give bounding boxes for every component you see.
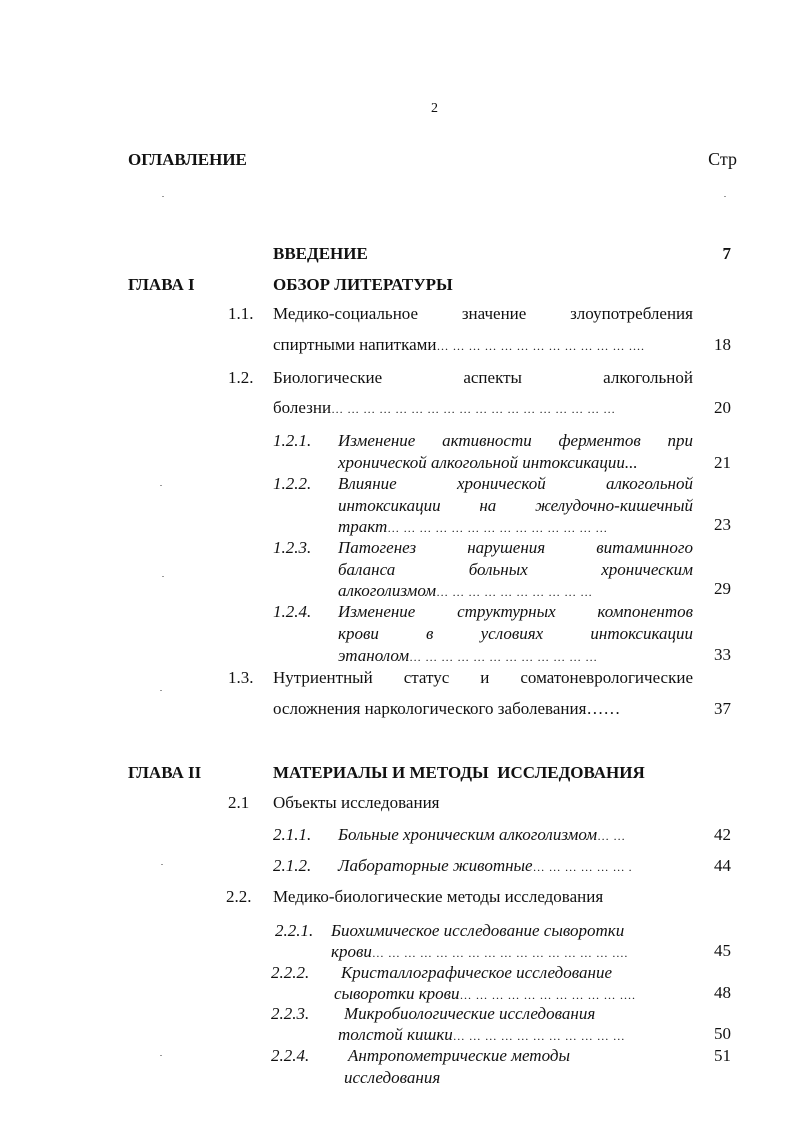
section-1-2-title-line1: Биологические аспекты алкогольной — [273, 368, 693, 387]
section-1-2-title-line2: болезни… … … … … … … … … … … … … … … … … … — [273, 398, 616, 417]
section-1-2-3-title-line2: баланса больных хроническим — [338, 560, 693, 579]
section-1-2-3-title-line3: алкоголизмом… … … … … … … … … … — [338, 581, 593, 600]
section-2-1-2-page: 44 — [714, 856, 731, 875]
scan-speck — [160, 485, 162, 486]
section-2-2-2-number: 2.2.2. — [271, 963, 310, 982]
scan-speck — [162, 576, 164, 577]
section-1-2-1-title-line1: Изменение активности ферментов при — [338, 431, 693, 450]
section-1-2-2-title-line3: тракт… … … … … … … … … … … … … … — [338, 517, 608, 536]
section-2-2-4-title-line2: исследования — [344, 1068, 441, 1087]
section-2-1-title: Объекты исследования — [273, 793, 440, 812]
section-2-2-3-title-line2: толстой кишки… … … … … … … … … … … — [338, 1025, 626, 1044]
section-1-2-2-title-line2: интоксикации на желудочно-кишечный — [338, 496, 693, 515]
section-2-2-number: 2.2. — [226, 887, 252, 906]
section-1-2-1-page: 21 — [714, 453, 731, 472]
section-1-2-2-page: 23 — [714, 515, 731, 534]
scan-speck — [162, 196, 164, 197]
section-1-1-page: 18 — [714, 335, 731, 354]
section-1-3-title-line1: Нутриентный статус и соматоневрологические — [273, 668, 693, 687]
section-2-1-2-number: 2.1.2. — [273, 856, 312, 875]
section-1-2-2-title-line1: Влияние хронической алкогольной — [338, 474, 693, 493]
section-2-1-1-number: 2.1.1. — [273, 825, 312, 844]
section-1-2-1-number: 1.2.1. — [273, 431, 312, 450]
toc-title: ОГЛАВЛЕНИЕ — [128, 150, 247, 169]
section-1-2-4-title-line2: крови в условиях интоксикации — [338, 624, 693, 643]
section-2-2-1-title-line2: крови… … … … … … … … … … … … … … … …. — [331, 942, 628, 961]
section-2-2-title: Медико-биологические методы исследования — [273, 887, 604, 906]
section-1-1-title-line2: спиртными напитками… … … … … … … … … … … … …. — [273, 335, 645, 354]
section-2-2-2-page: 48 — [714, 983, 731, 1002]
section-1-2-page: 20 — [714, 398, 731, 417]
section-2-2-4-number: 2.2.4. — [271, 1046, 310, 1065]
section-1-2-number: 1.2. — [228, 368, 254, 387]
section-2-2-1-number: 2.2.1. — [275, 921, 314, 940]
page-column-label: Стр — [708, 149, 737, 169]
section-1-2-2-number: 1.2.2. — [273, 474, 312, 493]
section-2-1-1-title: Больные хроническим алкоголизмом… … — [338, 825, 626, 844]
section-2-2-3-number: 2.2.3. — [271, 1004, 310, 1023]
page-number: 2 — [431, 101, 438, 116]
section-1-2-4-number: 1.2.4. — [273, 602, 312, 621]
section-2-1-2-title: Лабораторные животные… … … … … … . — [338, 856, 633, 875]
section-2-1-1-page: 42 — [714, 825, 731, 844]
section-2-2-2-title-line2: сыворотки крови… … … … … … … … … … …. — [334, 984, 636, 1003]
section-1-2-4-page: 33 — [714, 645, 731, 664]
section-1-2-3-title-line1: Патогенез нарушения витаминного — [338, 538, 693, 557]
scan-speck — [724, 196, 726, 197]
section-2-2-2-title-line1: Кристаллографическое исследование — [341, 963, 613, 982]
section-1-2-4-title-line3: этанолом… … … … … … … … … … … … — [338, 646, 598, 665]
section-2-2-1-title-line1: Биохимическое исследование сыворотки — [331, 921, 625, 940]
section-1-3-title-line2: осложнения наркологического заболевания…… — [273, 699, 621, 718]
section-1-3-number: 1.3. — [228, 668, 254, 687]
section-2-2-4-page: 51 — [714, 1046, 731, 1065]
chapter-2-title: МАТЕРИАЛЫ И МЕТОДЫ ИССЛЕДОВАНИЯ — [273, 763, 645, 782]
section-1-2-4-title-line1: Изменение структурных компонентов — [338, 602, 693, 621]
section-2-1-number: 2.1 — [228, 793, 250, 812]
section-2-2-3-page: 50 — [714, 1024, 731, 1043]
section-1-1-title-line1: Медико-социальное значение злоупотребления — [273, 304, 693, 323]
intro-page: 7 — [722, 244, 731, 263]
section-1-3-page: 37 — [714, 699, 731, 718]
section-2-2-4-title-line1: Антропометрические методы — [348, 1046, 570, 1065]
section-2-2-3-title-line1: Микробиологические исследования — [344, 1004, 596, 1023]
scan-speck — [160, 690, 162, 691]
chapter-1-label: ГЛАВА I — [128, 275, 195, 294]
section-1-2-3-page: 29 — [714, 579, 731, 598]
chapter-1-title: ОБЗОР ЛИТЕРАТУРЫ — [273, 275, 453, 294]
section-2-2-1-page: 45 — [714, 941, 731, 960]
scan-speck — [161, 864, 163, 865]
chapter-2-label: ГЛАВА II — [128, 763, 202, 782]
intro-title: ВВЕДЕНИЕ — [273, 244, 368, 263]
section-1-2-1-title-line2: хронической алкогольной интоксикации... — [338, 453, 638, 472]
section-1-1-number: 1.1. — [228, 304, 254, 323]
section-1-2-3-number: 1.2.3. — [273, 538, 312, 557]
scan-speck — [160, 1055, 162, 1056]
